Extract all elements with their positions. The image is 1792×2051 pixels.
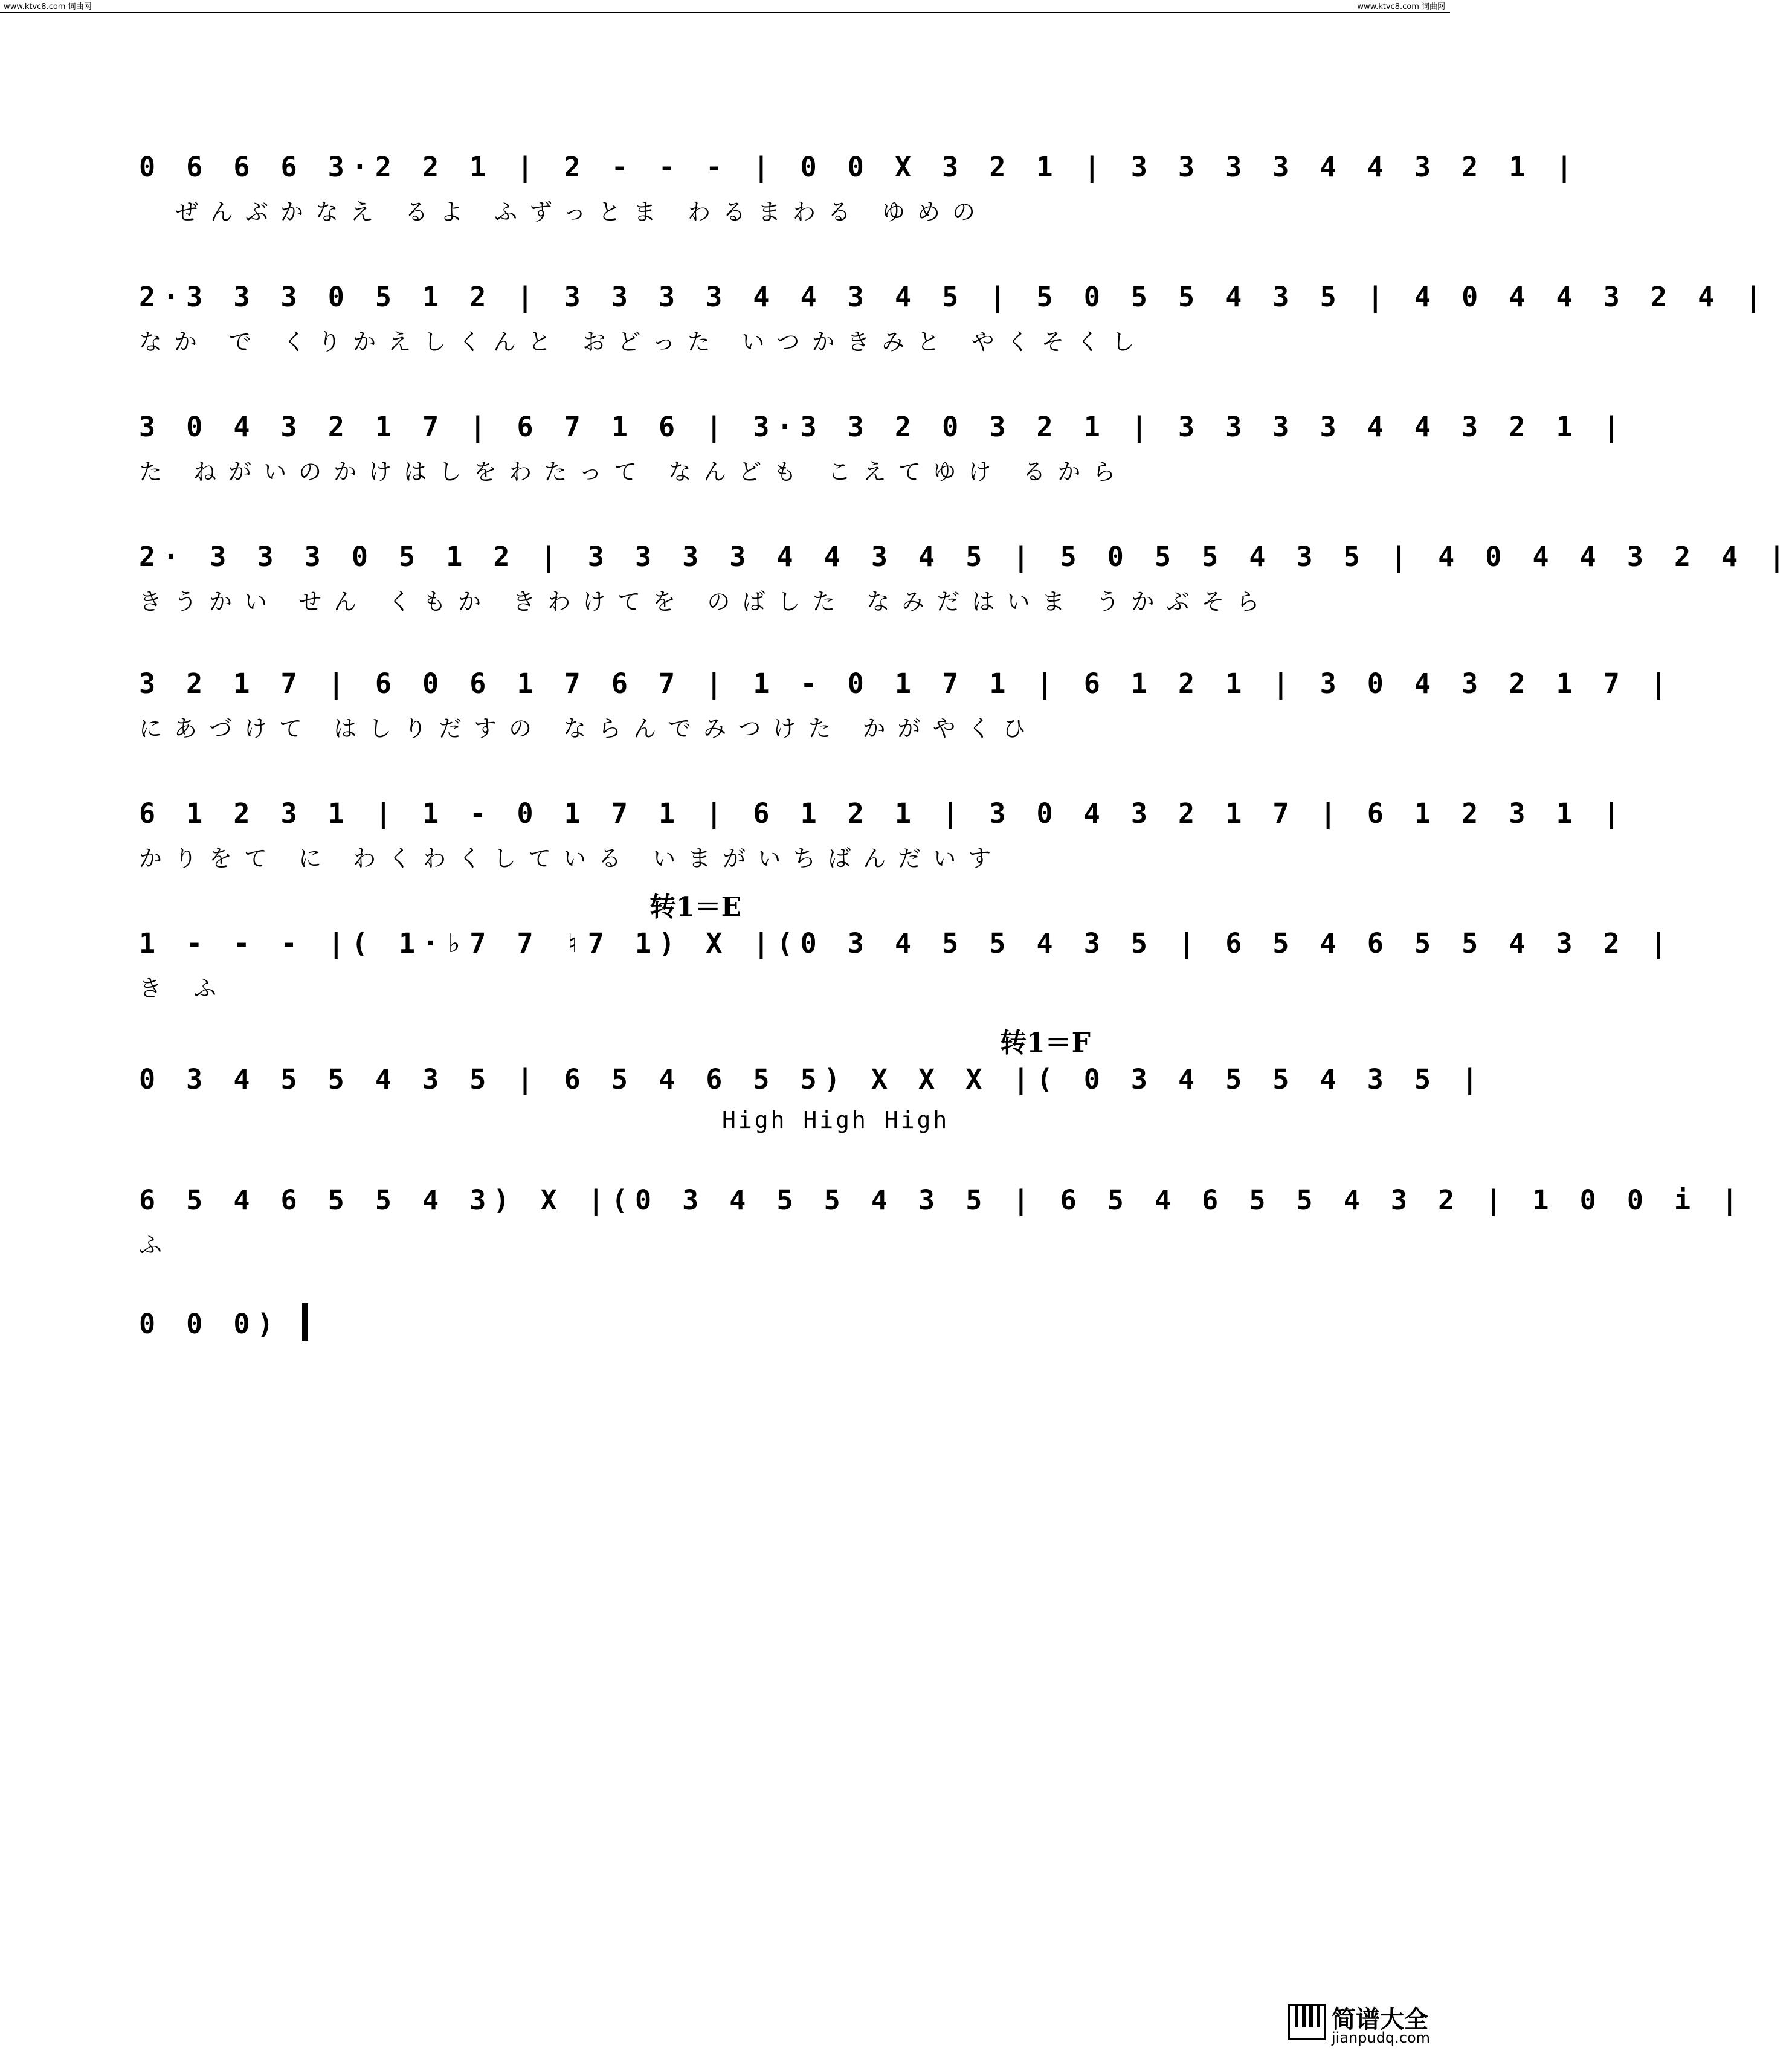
- score-notes: 0 0 0): [139, 1308, 281, 1340]
- site-logo: [1288, 1999, 1445, 2047]
- score-lyrics: きうかい せん くもか きわけてを のばした なみだはいま うかぶそら: [139, 588, 1272, 615]
- score-notes: 3 0 4 3 2 1 7 | 6 7 1 6 | 3·3 3 2 0 3 2 1 | 3 3 3 3 4 4 3 2 1 |: [139, 411, 1627, 443]
- final-barline: [302, 1303, 308, 1341]
- key-change-f: 转1＝F: [1000, 1028, 1091, 1058]
- score-lyrics: かりをて に わくわくしている いまがいちばんだいす: [139, 845, 1004, 872]
- score-notes: 0 6 6 6 3·2 2 1 | 2 - - - | 0 0 X 3 2 1 | 3 3 3 3 4 4 3 2 1 |: [139, 151, 1580, 183]
- score-lyrics: にあづけて はしりだすの ならんでみつけた かがやくひ: [139, 715, 1038, 742]
- high-lyrics: High High High: [722, 1107, 950, 1133]
- piano-keys-icon: [1288, 2004, 1326, 2040]
- score-notes: 2·3 3 3 0 5 1 2 | 3 3 3 3 4 4 3 4 5 | 5 0 5 5 4 3 5 | 4 0 4 4 3 2 4 |: [139, 281, 1769, 313]
- score-lyrics: ふ: [139, 1232, 175, 1258]
- score-lyrics: た ねがいのかけはしをわたって なんども こえてゆけ るから: [139, 459, 1128, 485]
- score-lyrics: ぜんぶかなえ るよ ふずっとま わるまわる ゆめの: [175, 199, 988, 225]
- header-site-right: www.ktvc8.com 词曲网: [1357, 2, 1445, 11]
- score-notes: 1 - - - |( 1·♭7 7 ♮7 1) X |(0 3 4 5 5 4 3 5 | 6 5 4 6 5 5 4 3 2 |: [139, 927, 1674, 959]
- score-notes: 6 1 2 3 1 | 1 - 0 1 7 1 | 6 1 2 1 | 3 0 4 3 2 1 7 | 6 1 2 3 1 |: [139, 797, 1627, 829]
- score-notes: 3 2 1 7 | 6 0 6 1 7 6 7 | 1 - 0 1 7 1 | 6 1 2 1 | 3 0 4 3 2 1 7 |: [139, 668, 1674, 700]
- score-notes: 0 3 4 5 5 4 3 5 | 6 5 4 6 5 5) X X X |( 0 3 4 5 5 4 3 5 |: [139, 1063, 1486, 1095]
- score-lyrics: き ふ: [139, 975, 229, 1002]
- score-lyrics: なか で くりかえしくんと おどった いつかきみと やくそくし: [139, 329, 1147, 355]
- score-notes: 6 5 4 6 5 5 4 3) X |(0 3 4 5 5 4 3 5 | 6 5 4 6 5 5 4 3 2 | 1 0 0 i |: [139, 1184, 1745, 1216]
- logo-title: 简谱大全: [1332, 2006, 1428, 2033]
- key-change-e: 转1＝E: [649, 892, 742, 922]
- header-rule: [0, 12, 1450, 13]
- header-site-left: www.ktvc8.com 词曲网: [4, 2, 92, 11]
- logo-url: jianpudq.com: [1332, 2029, 1431, 2046]
- score-notes: 2· 3 3 3 0 5 1 2 | 3 3 3 3 4 4 3 4 5 | 5 0 5 5 4 3 5 | 4 0 4 4 3 2 4 |: [139, 541, 1792, 573]
